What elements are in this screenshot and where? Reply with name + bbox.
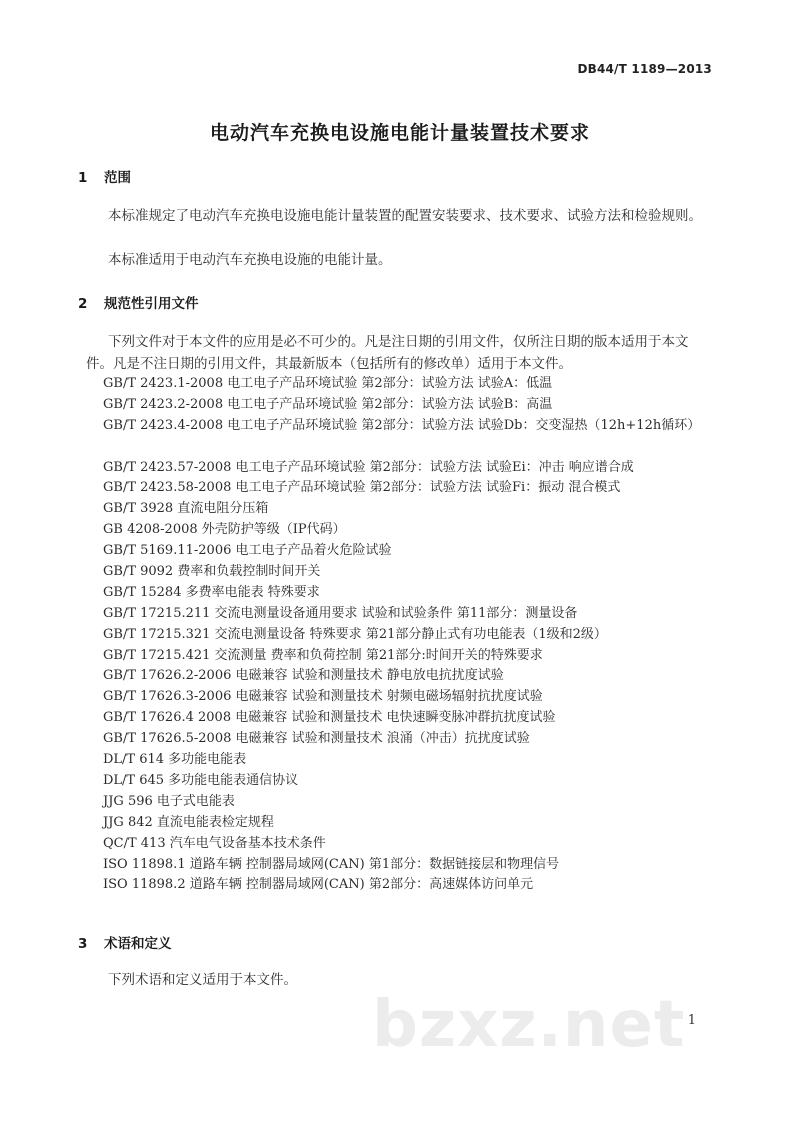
reference-item: GB/T 17626.5-2008 电磁兼容 试验和测量技术 浪涌（冲击）抗扰度试验 bbox=[103, 731, 530, 747]
section-title: 范围 bbox=[104, 170, 131, 186]
reference-item: JJG 842 直流电能表检定规程 bbox=[103, 814, 274, 830]
section-1-paragraph-1: 本标准规定了电动汽车充换电设施电能计量装置的配置安装要求、技术要求、试验方法和检验规则。 bbox=[108, 208, 702, 224]
reference-list bbox=[103, 374, 711, 896]
watermark: bzxz.net bbox=[372, 988, 686, 1062]
reference-item: GB/T 17215.321 交流电测量设备 特殊要求 第21部分静止式有功电能表（1级和2级） bbox=[103, 626, 607, 642]
reference-item: ISO 11898.1 道路车辆 控制器局域网(CAN) 第1部分：数据链接层和物理信号 bbox=[103, 856, 560, 872]
section-1-paragraph-2: 本标准适用于电动汽车充换电设施的电能计量。 bbox=[108, 252, 392, 268]
reference-item: GB/T 2423.57-2008 电工电子产品环境试验 第2部分：试验方法 试验Ei：冲击 响应谱合成 bbox=[103, 459, 634, 475]
section-number: 1 bbox=[78, 170, 88, 186]
section-3-heading bbox=[78, 932, 172, 952]
reference-item: GB/T 5169.11-2006 电工电子产品着火危险试验 bbox=[103, 543, 392, 559]
reference-item: QC/T 413 汽车电气设备基本技术条件 bbox=[103, 835, 326, 851]
reference-item: GB/T 3928 直流电阻分压箱 bbox=[103, 501, 269, 517]
section-2-intro: 下列文件对于本文件的应用是必不可少的。凡是注日期的引用文件，仅所注日期的版本适用于本文件。凡是不注日期的引用文件，其最新版本（包括所有的修改单）适用于本文件。 bbox=[86, 334, 689, 372]
section-1-heading bbox=[78, 166, 131, 186]
reference-item: GB/T 9092 费率和负载控制时间开关 bbox=[103, 564, 321, 580]
document-title: 电动汽车充换电设施电能计量装置技术要求 bbox=[209, 122, 590, 144]
reference-item: GB/T 17215.211 交流电测量设备通用要求 试验和试验条件 第11部分：测量设备 bbox=[103, 605, 578, 621]
reference-item: GB/T 17626.2-2006 电磁兼容 试验和测量技术 静电放电抗扰度试验 bbox=[103, 668, 504, 684]
standard-number: DB44/T 1189—2013 bbox=[577, 62, 712, 76]
reference-item: JJG 596 电子式电能表 bbox=[103, 793, 235, 809]
reference-item: GB/T 2423.4-2008 电工电子产品环境试验 第2部分：试验方法 试验Db：交变湿热（12h+12h循环） bbox=[103, 417, 701, 433]
section-title: 规范性引用文件 bbox=[104, 296, 199, 312]
section-number: 2 bbox=[78, 296, 88, 312]
reference-item: DL/T 614 多功能电能表 bbox=[103, 752, 247, 768]
section-2-heading bbox=[78, 292, 199, 312]
reference-item: DL/T 645 多功能电能表通信协议 bbox=[103, 772, 299, 788]
reference-item: GB/T 2423.58-2008 电工电子产品环境试验 第2部分：试验方法 试验Fi：振动 混合模式 bbox=[103, 480, 621, 496]
reference-item: GB/T 2423.1-2008 电工电子产品环境试验 第2部分：试验方法 试验A：低温 bbox=[103, 376, 553, 391]
reference-item: GB/T 17626.3-2006 电磁兼容 试验和测量技术 射频电磁场辐射抗扰度试验 bbox=[103, 689, 543, 705]
reference-item: GB/T 17215.421 交流测量 费率和负荷控制 第21部分:时间开关的特殊要求 bbox=[103, 647, 543, 663]
section-3-intro: 下列术语和定义适用于本文件。 bbox=[108, 972, 297, 988]
reference-item: GB/T 15284 多费率电能表 特殊要求 bbox=[103, 584, 320, 600]
reference-item: GB 4208-2008 外壳防护等级（IP代码） bbox=[103, 522, 346, 538]
reference-item: GB/T 2423.2-2008 电工电子产品环境试验 第2部分：试验方法 试验B：高温 bbox=[103, 396, 553, 412]
section-number: 3 bbox=[78, 936, 88, 952]
page-number: 1 bbox=[687, 1013, 696, 1028]
reference-item: ISO 11898.2 道路车辆 控制器局域网(CAN) 第2部分：高速媒体访问单元 bbox=[103, 877, 534, 893]
section-title: 术语和定义 bbox=[104, 936, 172, 952]
reference-item: GB/T 17626.4 2008 电磁兼容 试验和测量技术 电快速瞬变脉冲群抗扰度试验 bbox=[103, 710, 556, 726]
